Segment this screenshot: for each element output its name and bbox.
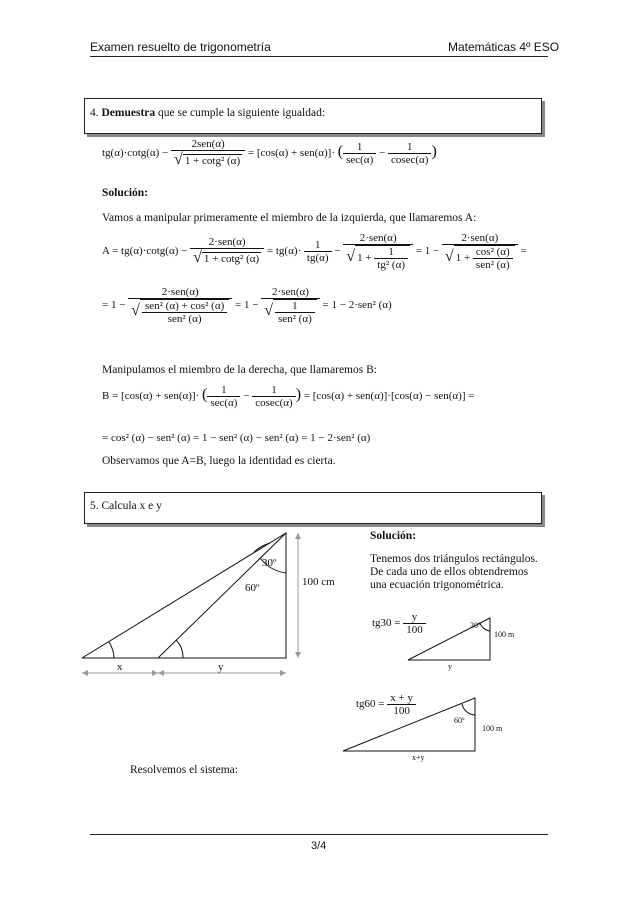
sol-text2: De cada uno de ellos obtendremos bbox=[370, 566, 529, 578]
a-line2: = 1 − 2·sen(α) √ $\frac{\text{sen² (α) + cos² (α)}}{\text{sen² (α)}}$ = 1 − 2·sen(α) √ $\frac{1}{\text{sen² (α)}}$ = 1 − 2·sen² (α) bbox=[102, 286, 392, 325]
header-right: Matemáticas 4º ESO bbox=[448, 40, 560, 54]
t2-base: x+y bbox=[412, 753, 425, 762]
header-rule bbox=[90, 56, 548, 57]
t1-side: 100 m bbox=[494, 630, 515, 639]
outer-triangle bbox=[82, 533, 286, 658]
solucion-label-4: Solución: bbox=[102, 187, 149, 199]
label-height: 100 cm bbox=[302, 576, 335, 588]
arc-inner-bottom bbox=[176, 640, 183, 658]
t2-angle: 60º bbox=[454, 716, 465, 725]
label-x: x bbox=[117, 661, 123, 673]
solucion-label-5: Solución: bbox=[370, 530, 417, 542]
problem4-equation: tg(α)·cotg(α) − $\frac{\text{2sen(α)}}{\text{√ 1 + cotg² (α)}}$ = [cos(α) + sen(α)]· ( $\frac{1}{\sec(\alpha)}$ − $\frac{1}{cosec(\alpha)}$ ) bbox=[102, 138, 437, 168]
arc-outer-bottom bbox=[109, 642, 114, 658]
b-line1: B = [cos(α) + sen(α)]· ( $\frac{1}{\sec(\alpha)}$ − $\frac{1}{cosec(\alpha)}$ ) = [cos(α) + sen(α)]·[cos(α) − sen(α)] = bbox=[102, 384, 475, 409]
conclusion: Observamos que A=B, luego la identidad es cierta. bbox=[102, 455, 336, 467]
sol-text3: una ecuación trigonométrica. bbox=[370, 579, 504, 591]
t1-base: y bbox=[448, 662, 452, 671]
header-left: Examen resuelto de trigonometría bbox=[90, 40, 271, 54]
main-triangle-diagram bbox=[78, 525, 318, 690]
footer-rule bbox=[90, 834, 548, 835]
intro-b: Manipulamos el miembro de la derecha, que llamaremos B: bbox=[102, 364, 377, 376]
triangle-1 bbox=[405, 615, 495, 665]
label-angle60: 60º bbox=[245, 582, 260, 594]
page-number: 3/4 bbox=[311, 840, 327, 852]
b-line2: = cos² (α) − sen² (α) = 1 − sen² (α) − sen² (α) = 1 − 2·sen² (α) bbox=[102, 432, 371, 444]
problem5-title: 5. Calcula x e y bbox=[90, 500, 162, 512]
t2-side: 100 m bbox=[482, 724, 503, 733]
inner-line bbox=[158, 533, 286, 658]
triangle-2 bbox=[340, 695, 480, 755]
resolve-text: Resolvemos el sistema: bbox=[130, 764, 238, 776]
intro-a: Vamos a manipular primeramente el miembro de la izquierda, que llamaremos A: bbox=[102, 212, 477, 224]
label-y: y bbox=[218, 661, 224, 673]
sol-text1: Tenemos dos triángulos rectángulos. bbox=[370, 553, 538, 565]
label-angle30: 30º bbox=[262, 557, 277, 569]
t1-angle: 30º bbox=[470, 621, 481, 630]
eq-tg60: tg60 = $\frac{x + y}{100}$ bbox=[356, 692, 416, 717]
problem4-statement: 4. Demuestra que se cumple la siguiente igualdad: bbox=[90, 107, 326, 119]
a-line1: A = tg(α)·cotg(α) − $\frac{\text{2·sen(α)}}{\text{√ 1 + cotg² (α)}}$ = tg(α)· $\frac{1}{tg(\alpha)}$ − 2·sen(α) √ 1 + $\frac{1}{\text{tg² (α)}}$ = 1 − 2·sen(α) √ 1 + $\frac{\text{cos² (α)}}{\text{sen² (α)}}$ = bbox=[102, 232, 527, 271]
eq-tg30: tg30 = $\frac{y}{100}$ bbox=[372, 611, 426, 636]
problem4-bold: Demuestra bbox=[101, 107, 156, 119]
